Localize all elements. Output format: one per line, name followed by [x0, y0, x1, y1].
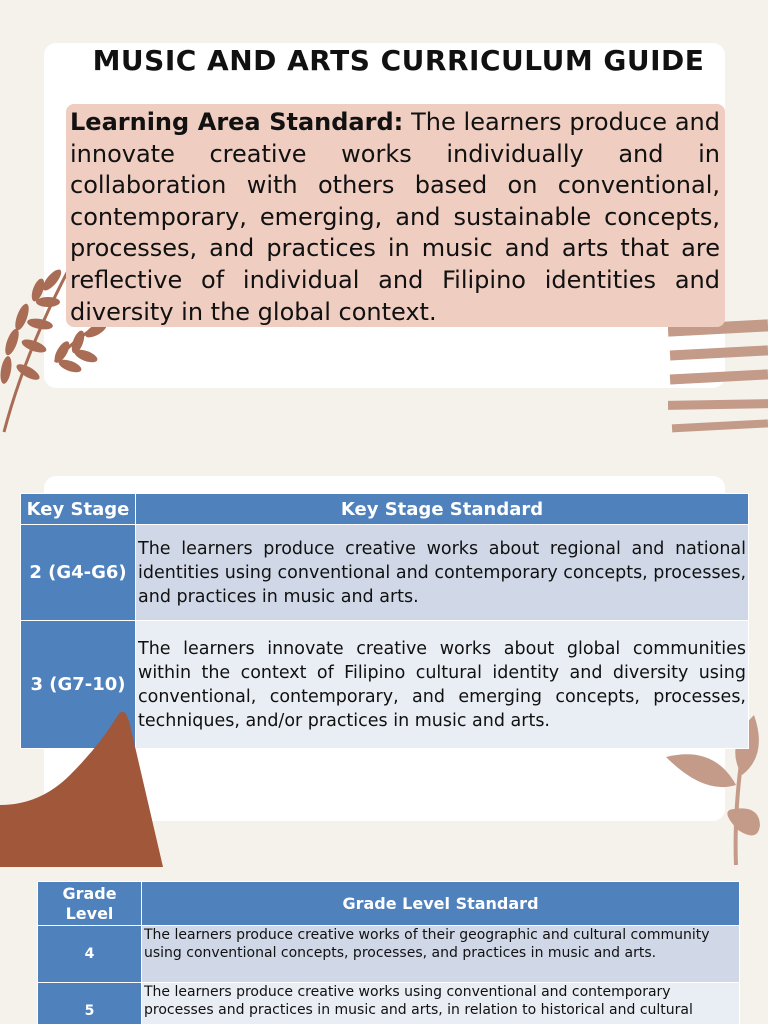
key-stage-header: Key Stage: [21, 494, 136, 525]
grade-cell: 5: [38, 983, 142, 1024]
grade-level-standard-header: Grade Level Standard: [142, 882, 740, 926]
stripes-decoration-icon: [668, 318, 768, 434]
key-stage-cell: 3 (G7-10): [21, 621, 136, 749]
grade-cell: 4: [38, 926, 142, 983]
table-header-row: [38, 882, 740, 926]
grade-level-table: [37, 881, 740, 1024]
key-stage-standard-cell: The learners produce creative works about regional and national identities using conventional and contemporary concepts, processes, and practices in music and arts.: [136, 525, 749, 621]
grade-standard-cell: The learners produce creative works using conventional and contemporary processes and practices in music and arts, in relation to historical and cultural: [142, 983, 740, 1024]
learning-area-text: The learners produce and innovate creative works individually and in collaboration with others based on conventional, contemporary, emerging, and sustainable concepts, processes, and practices in music and arts that are reflective of individual and Filipino identities and diversity in the global context.: [70, 108, 720, 326]
page-title: MUSIC AND ARTS CURRICULUM GUIDE: [92, 44, 705, 77]
table-row: [38, 926, 740, 983]
key-stage-standard-cell: The learners innovate creative works about global communities within the context of Filipino cultural identity and diversity using conventional, contemporary, and emerging concepts, processes, techniques, and/or practices in music and arts.: [136, 621, 749, 749]
mound-decoration-icon: [0, 705, 165, 867]
table-header-row: [21, 494, 749, 525]
table-row: [38, 983, 740, 1024]
key-stage-cell: 2 (G4-G6): [21, 525, 136, 621]
grade-level-header: Grade Level: [38, 882, 142, 926]
table-row: [21, 525, 749, 621]
learning-area-label: Learning Area Standard:: [70, 108, 404, 136]
key-stage-standard-header: Key Stage Standard: [136, 494, 749, 525]
learning-area-standard: [70, 107, 720, 328]
grade-standard-cell: The learners produce creative works of their geographic and cultural community using conventional concepts, processes, and practices in music and arts.: [142, 926, 740, 983]
